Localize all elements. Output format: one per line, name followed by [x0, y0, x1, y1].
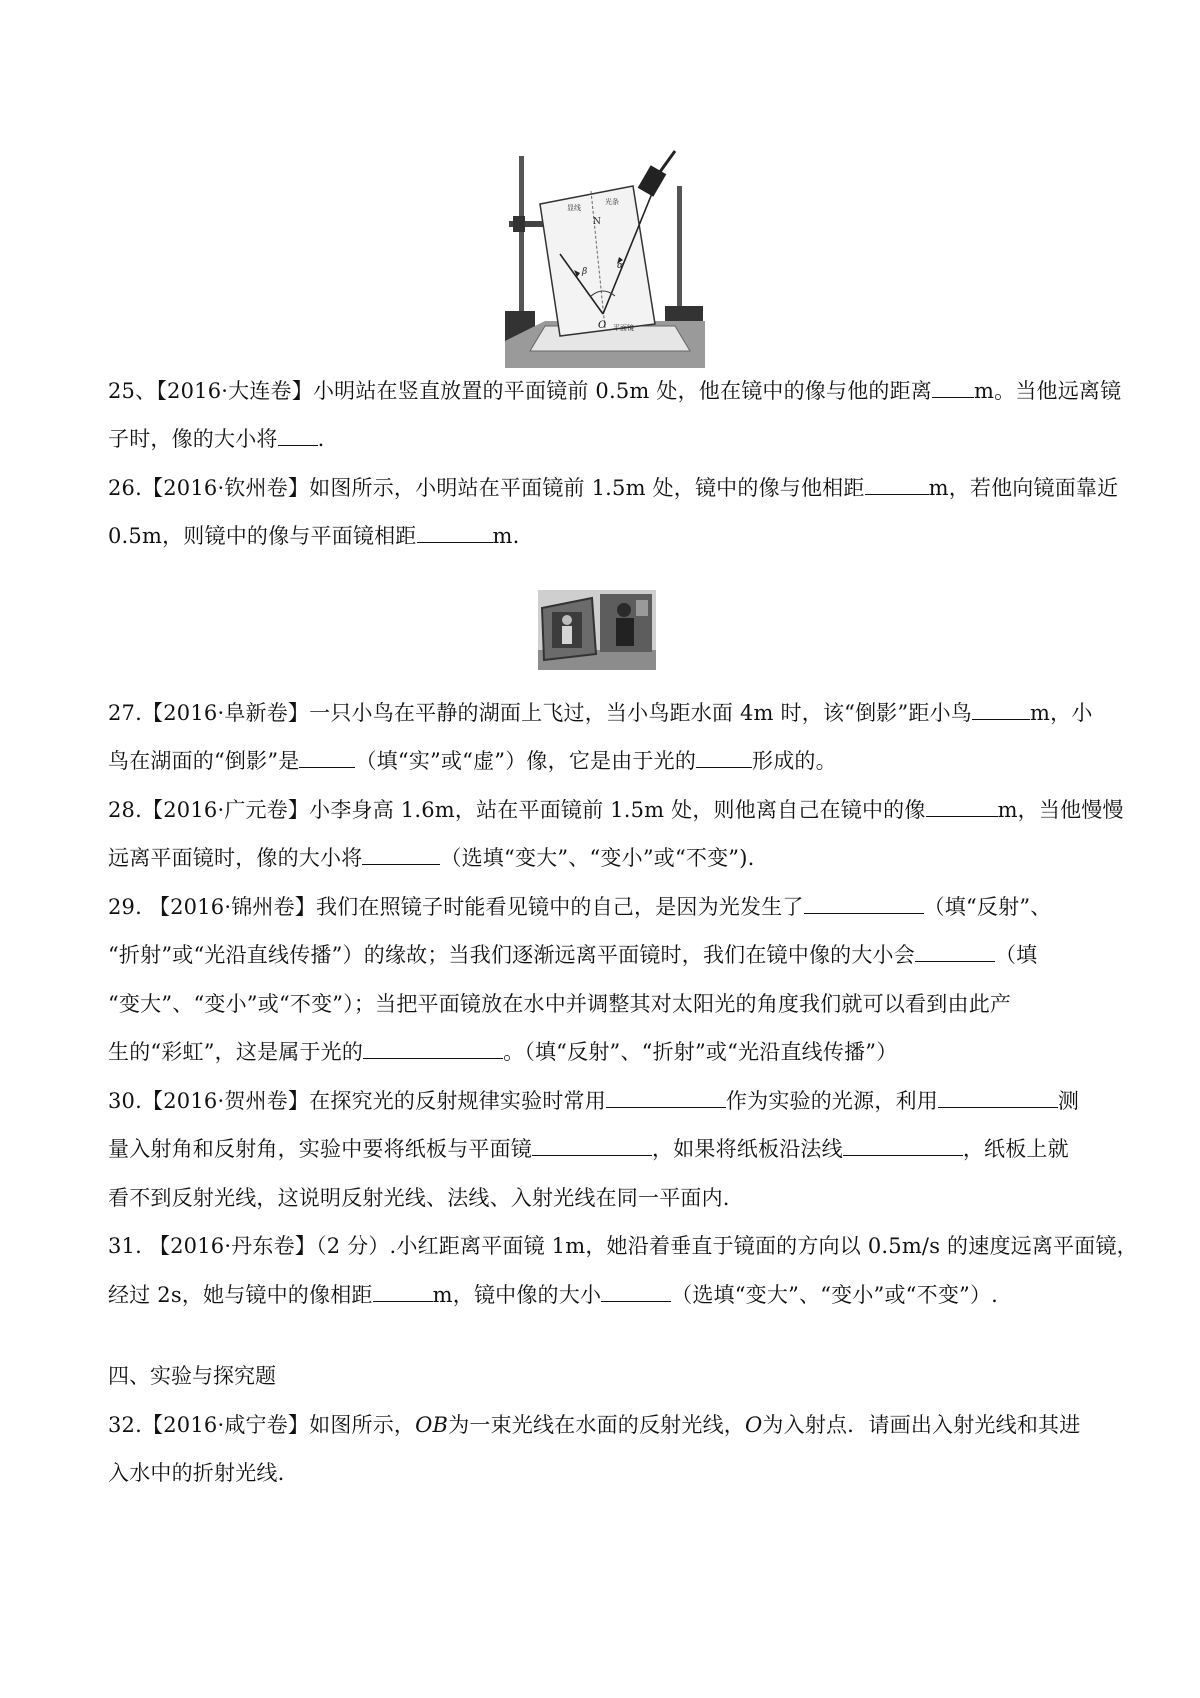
question-29-line-4: 生的“彩虹”，这是属于光的 。（填“反射”、“折射”或“光沿直线传播”） — [108, 1040, 898, 1064]
question-29-line-2: “折射”或“光沿直线传播”）的缘故；当我们逐渐远离平面镜时，我们在镜中像的大小会 （填 — [108, 943, 1038, 967]
question-27-line-1: 27.【2016·阜新卷】一只小鸟在平静的湖面上飞过，当小鸟距水面 4m 时，该“倒影”距小鸟 m，小 — [108, 701, 1093, 725]
question-26-line-1: 26.【2016·钦州卷】如图所示，小明站在平面镜前 1.5m 处，镜中的像与他相距 m，若他向镜面靠近 — [108, 476, 1119, 500]
board-label-1: 显线 — [567, 204, 581, 212]
point-o-label: O — [598, 320, 607, 331]
answer-blank[interactable] — [865, 476, 929, 495]
answer-blank[interactable] — [601, 1283, 671, 1302]
question-28-line-1: 28.【2016·广元卷】小李身高 1.6m，站在平面镜前 1.5m 处，则他离自己在镜中的像 m，当他慢慢 — [108, 798, 1124, 822]
question-31-line-1: 31. 【2016·丹东卷】（2 分）.小红距离平面镜 1m，她沿着垂直于镜面的方向以 0.5m/s 的速度远离平面镜， — [108, 1234, 1138, 1258]
answer-blank[interactable] — [932, 379, 974, 398]
answer-blank[interactable] — [299, 749, 355, 768]
question-32-line-2: 入水中的折射光线. — [108, 1461, 285, 1485]
question-32-line-1: 32.【2016·咸宁卷】如图所示，OB为一束光线在水面的反射光线，O为入射点．请画出入射光线和其进 — [108, 1413, 1081, 1437]
question-25-line-2: 子时，像的大小将 . — [108, 427, 325, 451]
answer-blank[interactable] — [938, 1089, 1058, 1108]
answer-blank[interactable] — [696, 749, 752, 768]
answer-blank[interactable] — [606, 1089, 726, 1108]
answer-blank[interactable] — [363, 1040, 503, 1059]
answer-blank[interactable] — [532, 1137, 652, 1156]
answer-blank[interactable] — [417, 524, 493, 543]
answer-blank[interactable] — [278, 427, 318, 446]
mirror-photo-figure — [538, 590, 656, 670]
angle-alpha-label: α — [617, 261, 624, 271]
question-31-line-2: 经过 2s，她与镜中的像相距 m，镜中像的大小 （选填“变大”、“变小”或“不变”）. — [108, 1283, 999, 1307]
answer-blank[interactable] — [926, 798, 998, 817]
question-25-line-1: 25、【2016·大连卷】小明站在竖直放置的平面镜前 0.5m 处，他在镜中的像与他的距离 m。当他远离镜 — [108, 379, 1122, 403]
section-heading: 四、实验与探究题 — [108, 1364, 276, 1388]
answer-blank[interactable] — [915, 943, 995, 962]
reflection-experiment-figure — [505, 146, 705, 368]
board-label-2: 光条 — [605, 198, 619, 206]
answer-blank[interactable] — [804, 895, 924, 914]
answer-blank[interactable] — [362, 846, 440, 865]
angle-beta-label: β — [582, 267, 588, 277]
question-27-line-2: 鸟在湖面的“倒影”是 （填“实”或“虚”）像，它是由于光的 形成的。 — [108, 749, 837, 773]
question-28-line-2: 远离平面镜时，像的大小将 （选填“变大”、“变小”或“不变”). — [108, 846, 755, 870]
answer-blank[interactable] — [843, 1137, 963, 1156]
answer-blank[interactable] — [972, 701, 1030, 720]
question-30-line-1: 30.【2016·贺州卷】在探究光的反射规律实验时常用 作为实验的光源，利用 测 — [108, 1089, 1080, 1113]
question-30-line-2: 量入射角和反射角，实验中要将纸板与平面镜 ，如果将纸板沿法线 ，纸板上就 — [108, 1137, 1069, 1161]
question-30-line-3: 看不到反射光线，这说明反射光线、法线、入射光线在同一平面内. — [108, 1186, 730, 1210]
question-29-line-3: “变大”、“变小”或“不变”）；当把平面镜放在水中并调整其对太阳光的角度我们就可以看到由此产 — [108, 992, 1012, 1016]
question-26-line-2: 0.5m，则镜中的像与平面镜相距 m. — [108, 524, 520, 548]
normal-label: N — [593, 217, 601, 227]
plane-mirror-label: 平面镜 — [613, 324, 634, 332]
answer-blank[interactable] — [373, 1283, 433, 1302]
question-29-line-1: 29. 【2016·锦州卷】我们在照镜子时能看见镜中的自己，是因为光发生了 （填“反射”、 — [108, 895, 1052, 919]
